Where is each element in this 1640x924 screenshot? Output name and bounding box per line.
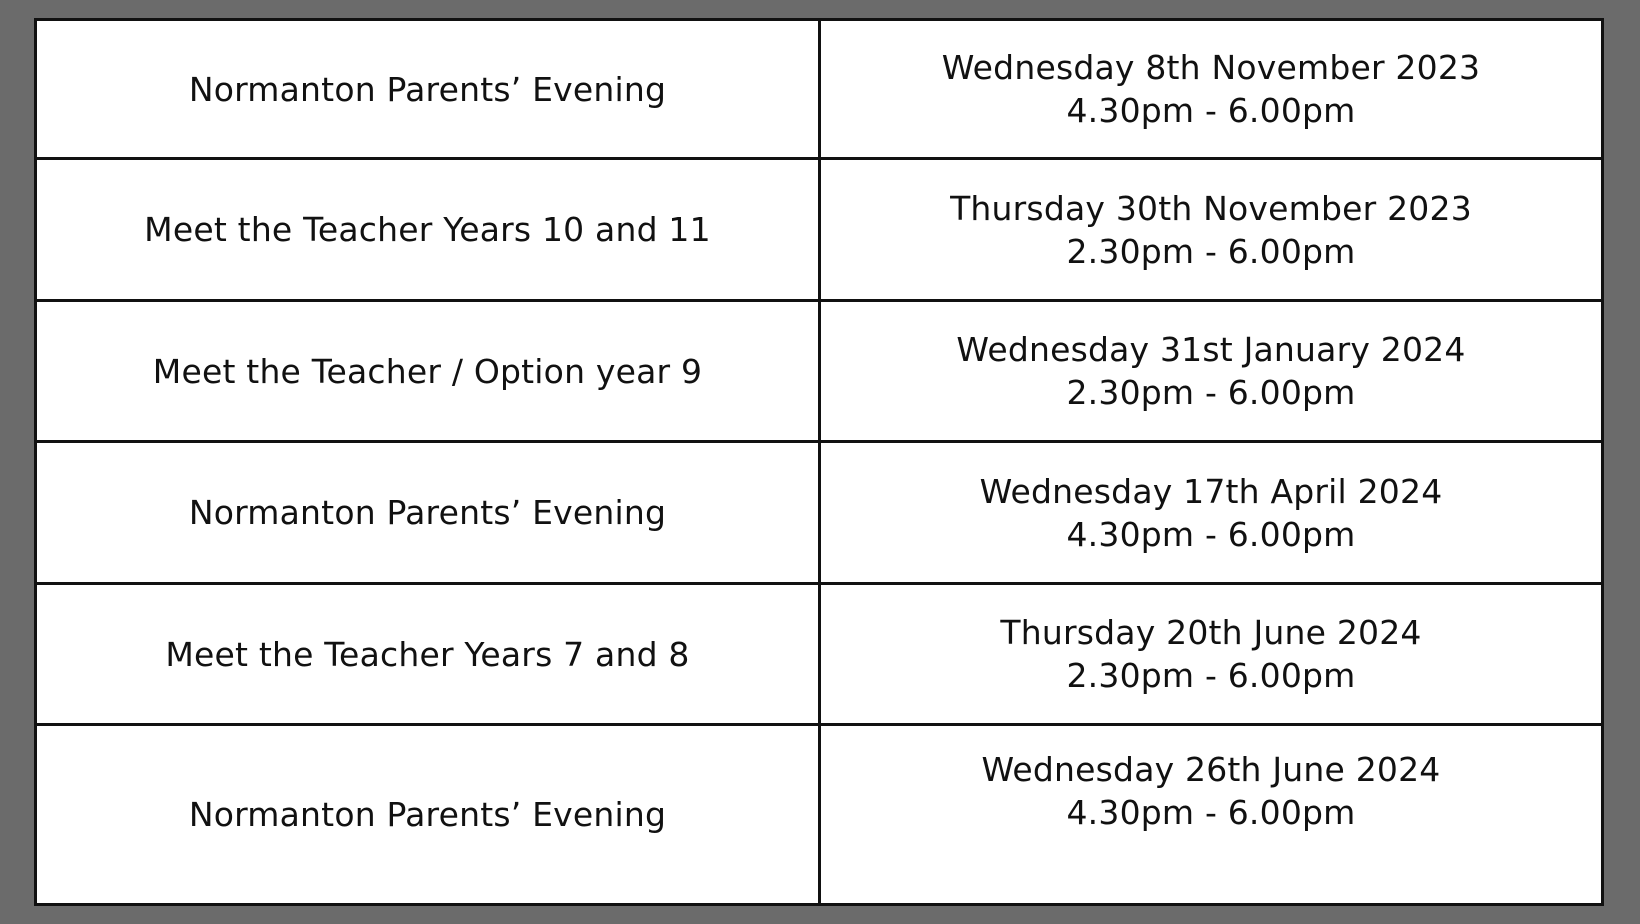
event-name: Meet the Teacher Years 10 and 11 [144,210,711,249]
events-table [37,21,1601,903]
event-date: Wednesday 17th April 2024 [979,471,1443,511]
event-date: Wednesday 31st January 2024 [956,330,1466,369]
event-name-cell [37,443,821,585]
event-time: 2.30pm - 6.00pm [1066,373,1356,412]
event-date: Thursday 30th November 2023 [950,188,1472,228]
event-name: Normanton Parents’ Evening [188,69,667,109]
event-date: Wednesday 8th November 2023 [941,48,1481,87]
event-name: Normanton Parents’ Evening [188,493,667,532]
event-datetime-cell [821,160,1601,302]
event-time: 2.30pm - 6.00pm [1066,231,1356,271]
events-schedule-sheet [34,18,1604,906]
event-name-cell [37,726,821,903]
event-datetime-cell [821,21,1601,160]
event-time: 2.30pm - 6.00pm [1066,656,1356,695]
event-time: 4.30pm - 6.00pm [1066,514,1356,554]
event-date: Thursday 20th June 2024 [1000,613,1422,652]
event-date: Wednesday 26th June 2024 [981,750,1441,789]
event-name-cell [37,302,821,443]
event-name-cell [37,585,821,726]
event-time: 4.30pm - 6.00pm [1066,793,1356,832]
event-datetime-cell [821,726,1601,903]
event-datetime-cell [821,443,1601,585]
event-datetime-cell [821,302,1601,443]
event-name-cell [37,160,821,302]
event-time: 4.30pm - 6.00pm [1066,91,1356,130]
event-name: Meet the Teacher Years 7 and 8 [165,634,690,674]
event-name: Meet the Teacher / Option year 9 [152,351,703,391]
event-name: Normanton Parents’ Evening [188,795,667,834]
event-name-cell [37,21,821,160]
event-datetime-cell [821,585,1601,726]
